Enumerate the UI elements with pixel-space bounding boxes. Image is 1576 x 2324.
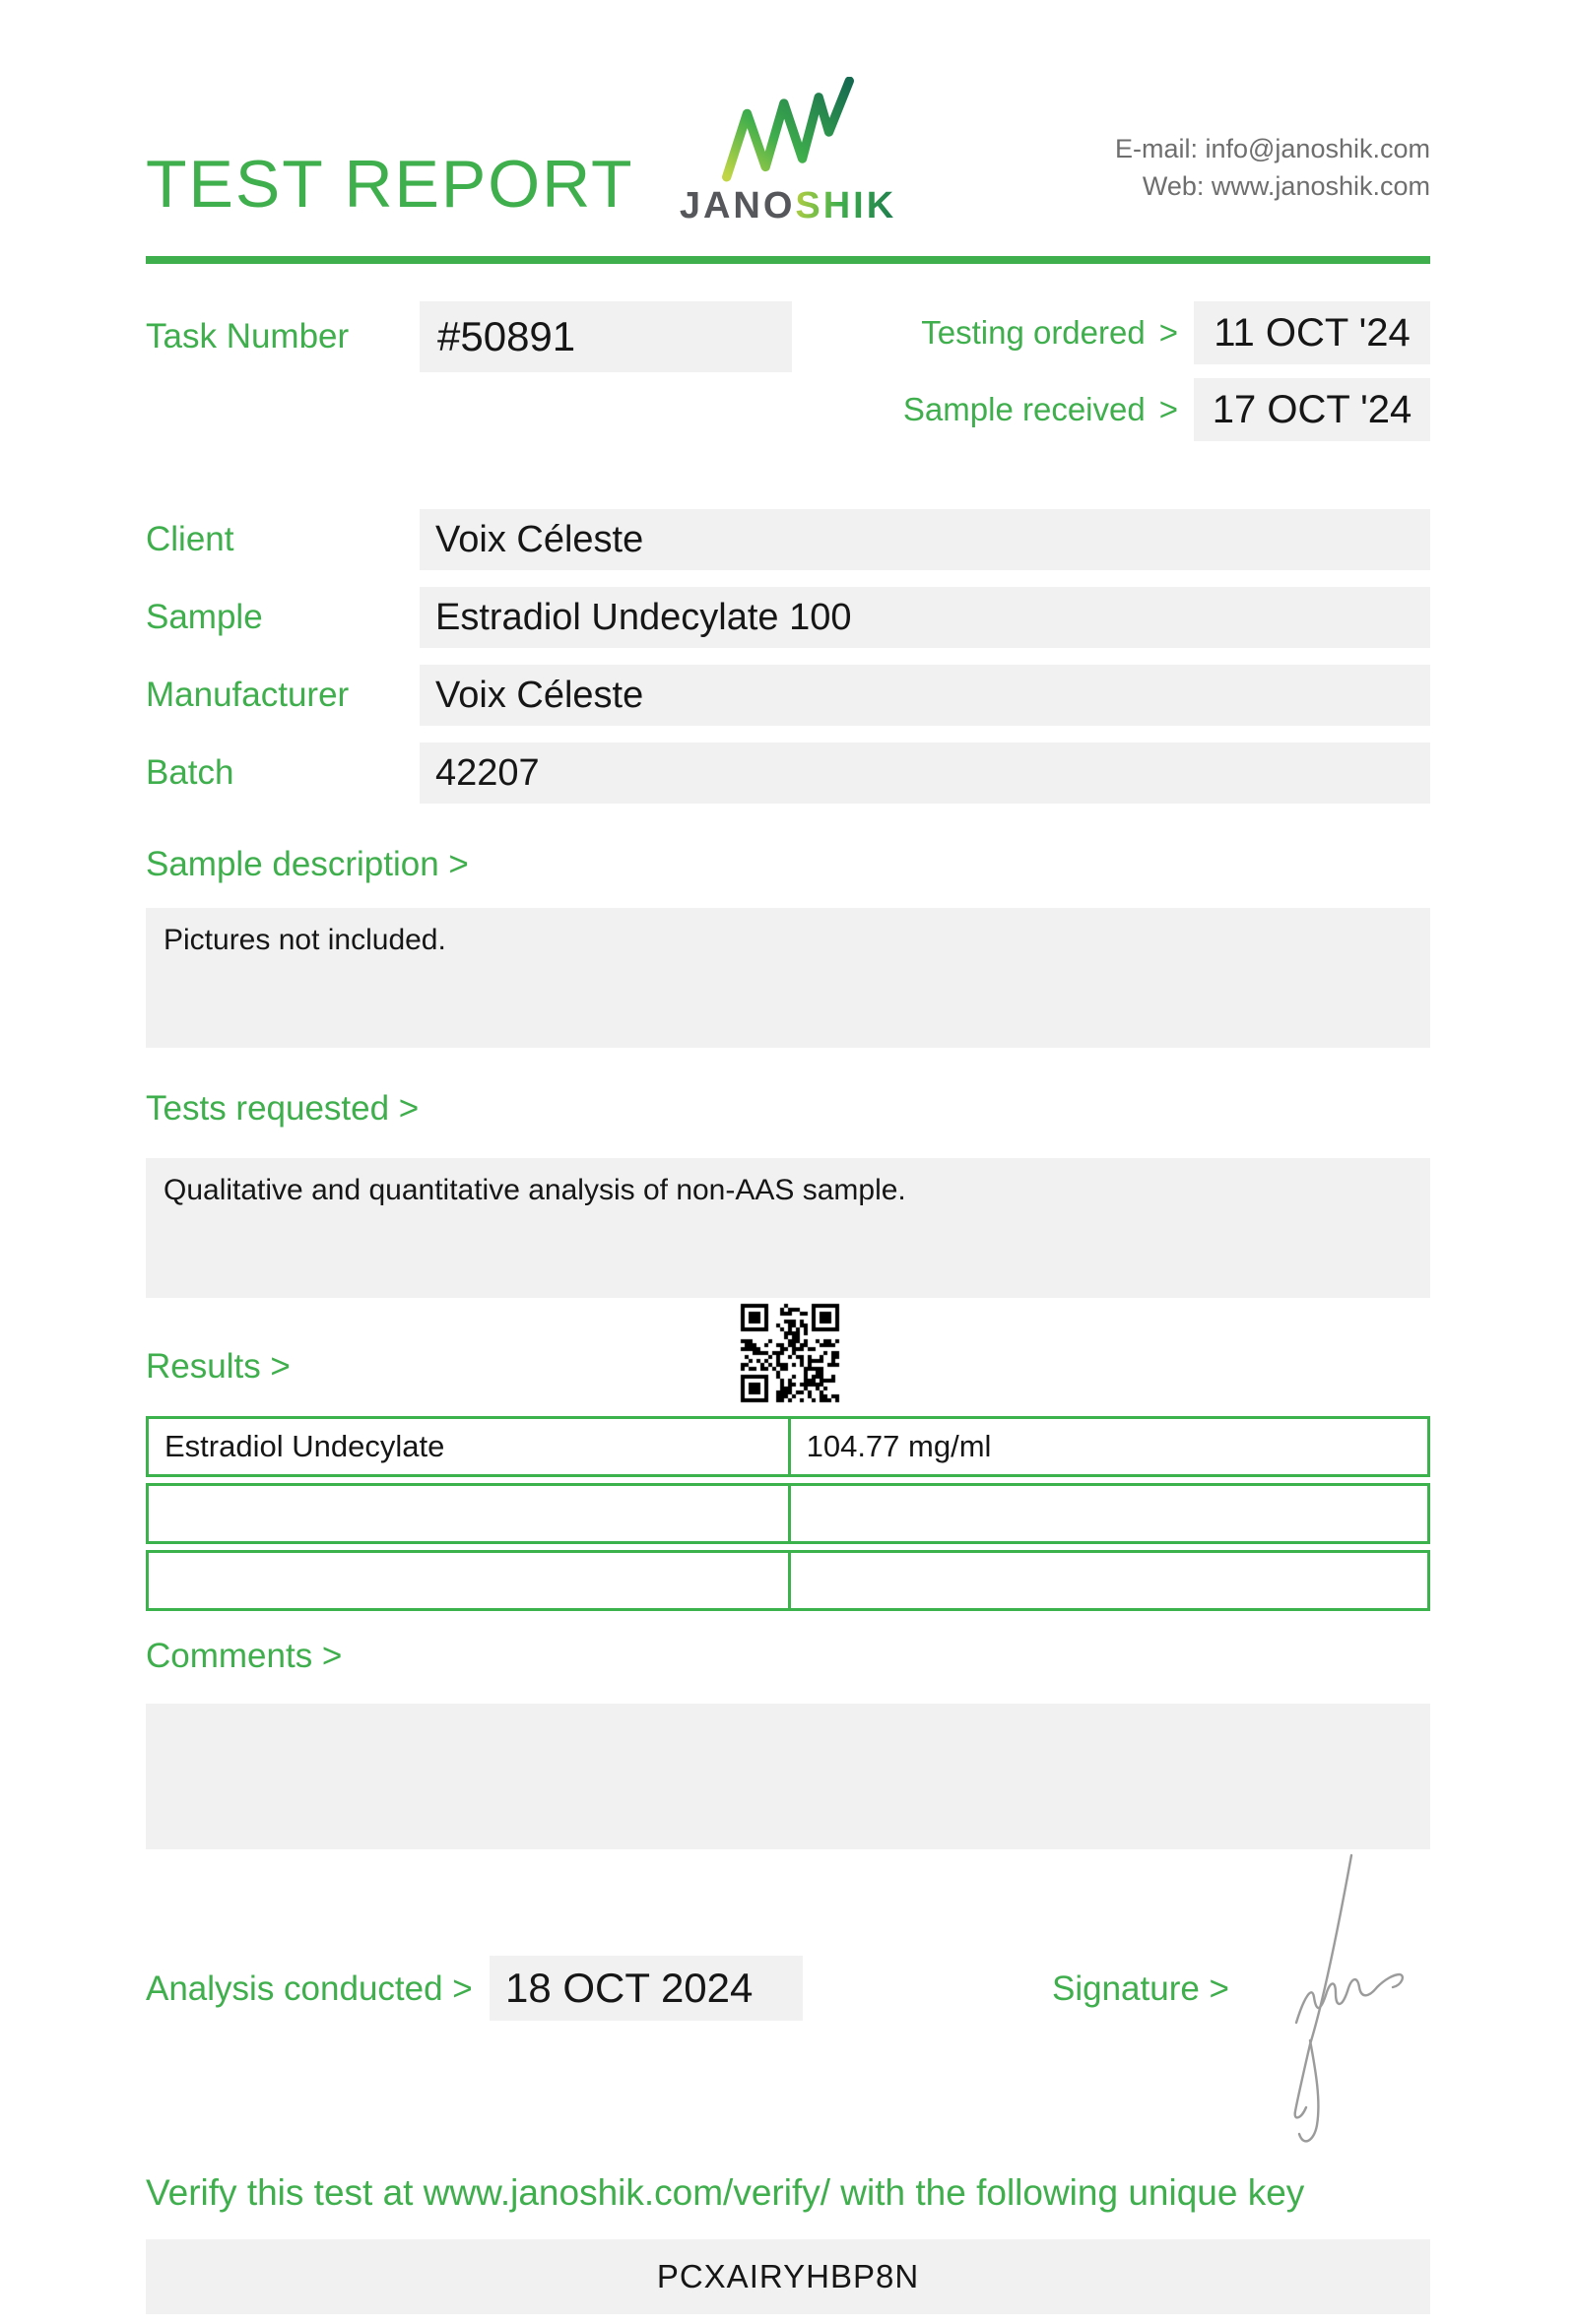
contact-email: E-mail: info@janoshik.com [1114, 134, 1430, 163]
sample-received-value: 17 OCT '24 [1194, 378, 1430, 441]
info-row-client [146, 509, 1430, 570]
page-title: TEST REPORT [146, 147, 634, 222]
sample-value: Estradiol Undecylate 100 [420, 587, 1430, 648]
batch-label: Batch [146, 753, 234, 792]
info-row-sample [146, 587, 1430, 648]
result-value [791, 1486, 1427, 1541]
sample-description-box: Pictures not included. [146, 908, 1430, 1048]
sample-received-arrow: > [1158, 391, 1178, 427]
testing-ordered-value: 11 OCT '24 [1194, 301, 1430, 364]
info-row-manufacturer [146, 665, 1430, 726]
result-value [791, 1553, 1427, 1608]
manufacturer-label: Manufacturer [146, 676, 350, 714]
result-substance: Estradiol Undecylate [149, 1419, 791, 1474]
sample-label: Sample [146, 598, 263, 636]
sample-received-label: Sample received [902, 391, 1146, 427]
contact-info [1115, 130, 1430, 205]
testing-ordered-label: Testing ordered [921, 314, 1146, 351]
sample-received-row [903, 378, 1430, 441]
verify-instruction: Verify this test at www.janoshik.com/verify/ with the following unique key [146, 2172, 1305, 2213]
analysis-conducted-label: Analysis conducted > [146, 1969, 473, 2008]
info-row-batch [146, 742, 1430, 804]
contact-web: Web: www.janoshik.com [1142, 171, 1430, 201]
result-value: 104.77 mg/ml [806, 1429, 992, 1463]
result-substance [149, 1486, 791, 1541]
batch-value: 42207 [420, 742, 1430, 804]
comments-heading: Comments > [146, 1637, 343, 1675]
analysis-conducted-value: 18 OCT 2024 [490, 1956, 803, 2021]
client-value: Voix Céleste [420, 509, 1430, 570]
task-number-value: #50891 [420, 301, 792, 372]
sample-description-heading: Sample description > [146, 845, 469, 883]
testing-ordered-arrow: > [1158, 314, 1178, 351]
verify-key: PCXAIRYHBP8N [146, 2239, 1430, 2314]
signature-label: Signature > [1052, 1969, 1229, 2008]
sample-info-fields [146, 509, 1430, 820]
chart-growth-icon [714, 77, 862, 183]
results-heading: Results > [146, 1347, 291, 1386]
results-table-row [146, 1550, 1430, 1611]
results-table-row [146, 1483, 1430, 1544]
client-label: Client [146, 520, 234, 558]
results-table-row [146, 1416, 1430, 1477]
qr-code [737, 1300, 843, 1406]
comments-box [146, 1704, 1430, 1849]
logo-wordmark [662, 185, 914, 227]
testing-ordered-row [921, 301, 1430, 364]
logo-text-jano: JANO [679, 185, 796, 226]
janoshik-logo [662, 77, 914, 227]
header-divider [146, 256, 1430, 264]
manufacturer-value: Voix Céleste [420, 665, 1430, 726]
result-substance [149, 1553, 791, 1608]
task-number-label: Task Number [146, 317, 350, 355]
results-table [146, 1416, 1430, 1617]
tests-requested-box: Qualitative and quantitative analysis of non-AAS sample. [146, 1158, 1430, 1298]
logo-text-shik: SHIK [795, 185, 897, 226]
tests-requested-heading: Tests requested > [146, 1089, 420, 1128]
signature-image [1261, 1847, 1428, 2158]
